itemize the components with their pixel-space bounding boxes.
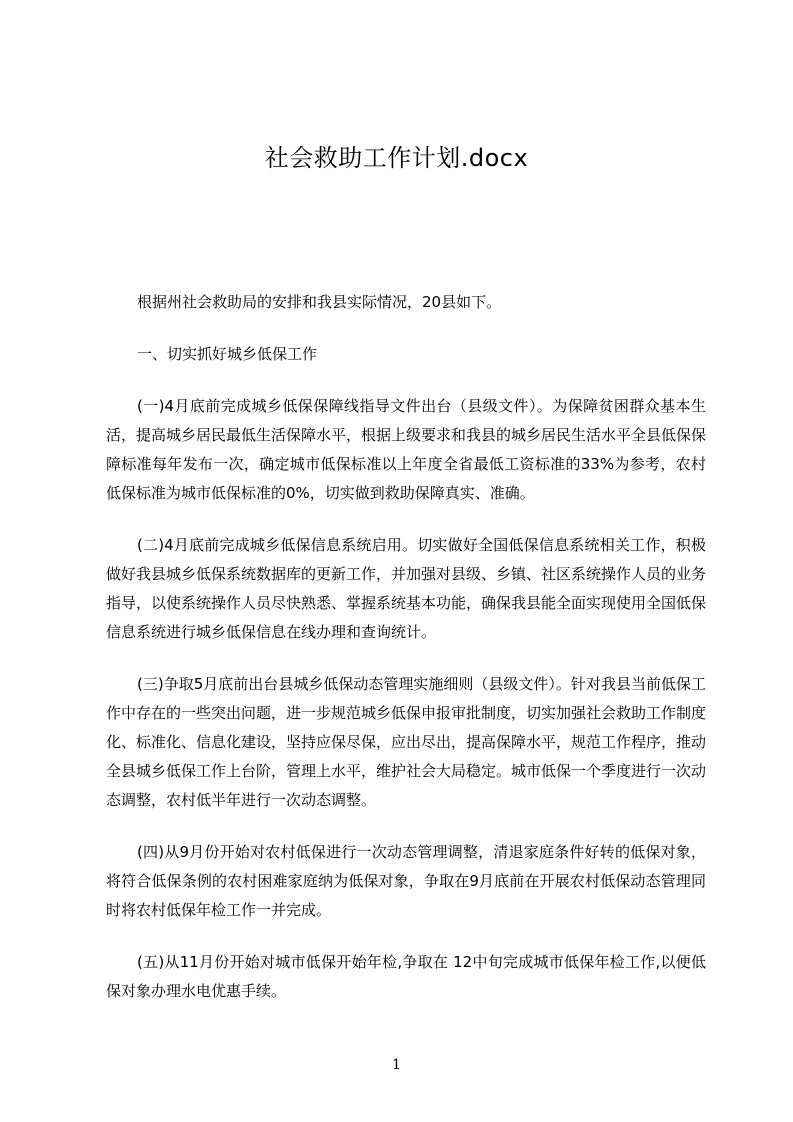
paragraph-intro: 根据州社会救助局的安排和我县实际情况，20县如下。 [137,293,502,311]
document-title: 社会救助工作计划.docx [264,144,529,172]
document-body [106,288,706,1029]
section-heading: 一、切实抓好城乡低保工作 [137,345,318,363]
paragraph-item-4: (四)从9月份开始对农村低保进行一次动态管理调整，清退家庭条件好转的低保对象，将符合低保条例的农村困难家庭纳为低保对象，争取在9月底前在开展农村低保动态管理同时将农村低保年检工作一并完成。 [106,843,706,919]
paragraph-item-5: (五)从11月份开始对城市低保开始年检,争取在 12中旬完成城市低保年检工作,以便低保对象办理水电优惠手续。 [106,953,706,1000]
paragraph-item-1: (一)4月底前完成城乡低保保障线指导文件出台（县级文件）。为保障贫困群众基本生活，提高城乡居民最低生活保障水平，根据上级要求和我县的城乡居民生活水平全县低保保障标准每年发布一次，确定城市低保标准以上年度全省最低工资标准的33%为参考，农村低保标准为城市低保标准的0%，切实做到救助保障真实、准确。 [106,397,707,502]
paragraph-item-3: (三)争取5月底前出台县城乡低保动态管理实施细则（县级文件）。针对我县当前低保工作中存在的一些突出问题，进一步规范城乡低保申报审批制度，切实加强社会救助工作制度化、标准化、信息化建设，坚持应保尽保，应出尽出，提高保障水平，规范工作程序，推动全县城乡低保工作上台阶，管理上水平，维护社会大局稳定。城市低保一个季度进行一次动态调整，农村低半年进行一次动态调整。 [106,675,707,809]
paragraph-item-2: (二)4月底前完成城乡低保信息系统启用。切实做好全国低保信息系统相关工作，积极做好我县城乡低保系统数据库的更新工作，并加强对县级、乡镇、社区系统操作人员的业务指导，以使系统操作人员尽快熟悉、掌握系统基本功能，确保我县能全面实现使用全国低保信息系统进行城乡低保信息在线办理和查询统计。 [106,536,707,641]
page-number: 1 [392,1057,401,1073]
